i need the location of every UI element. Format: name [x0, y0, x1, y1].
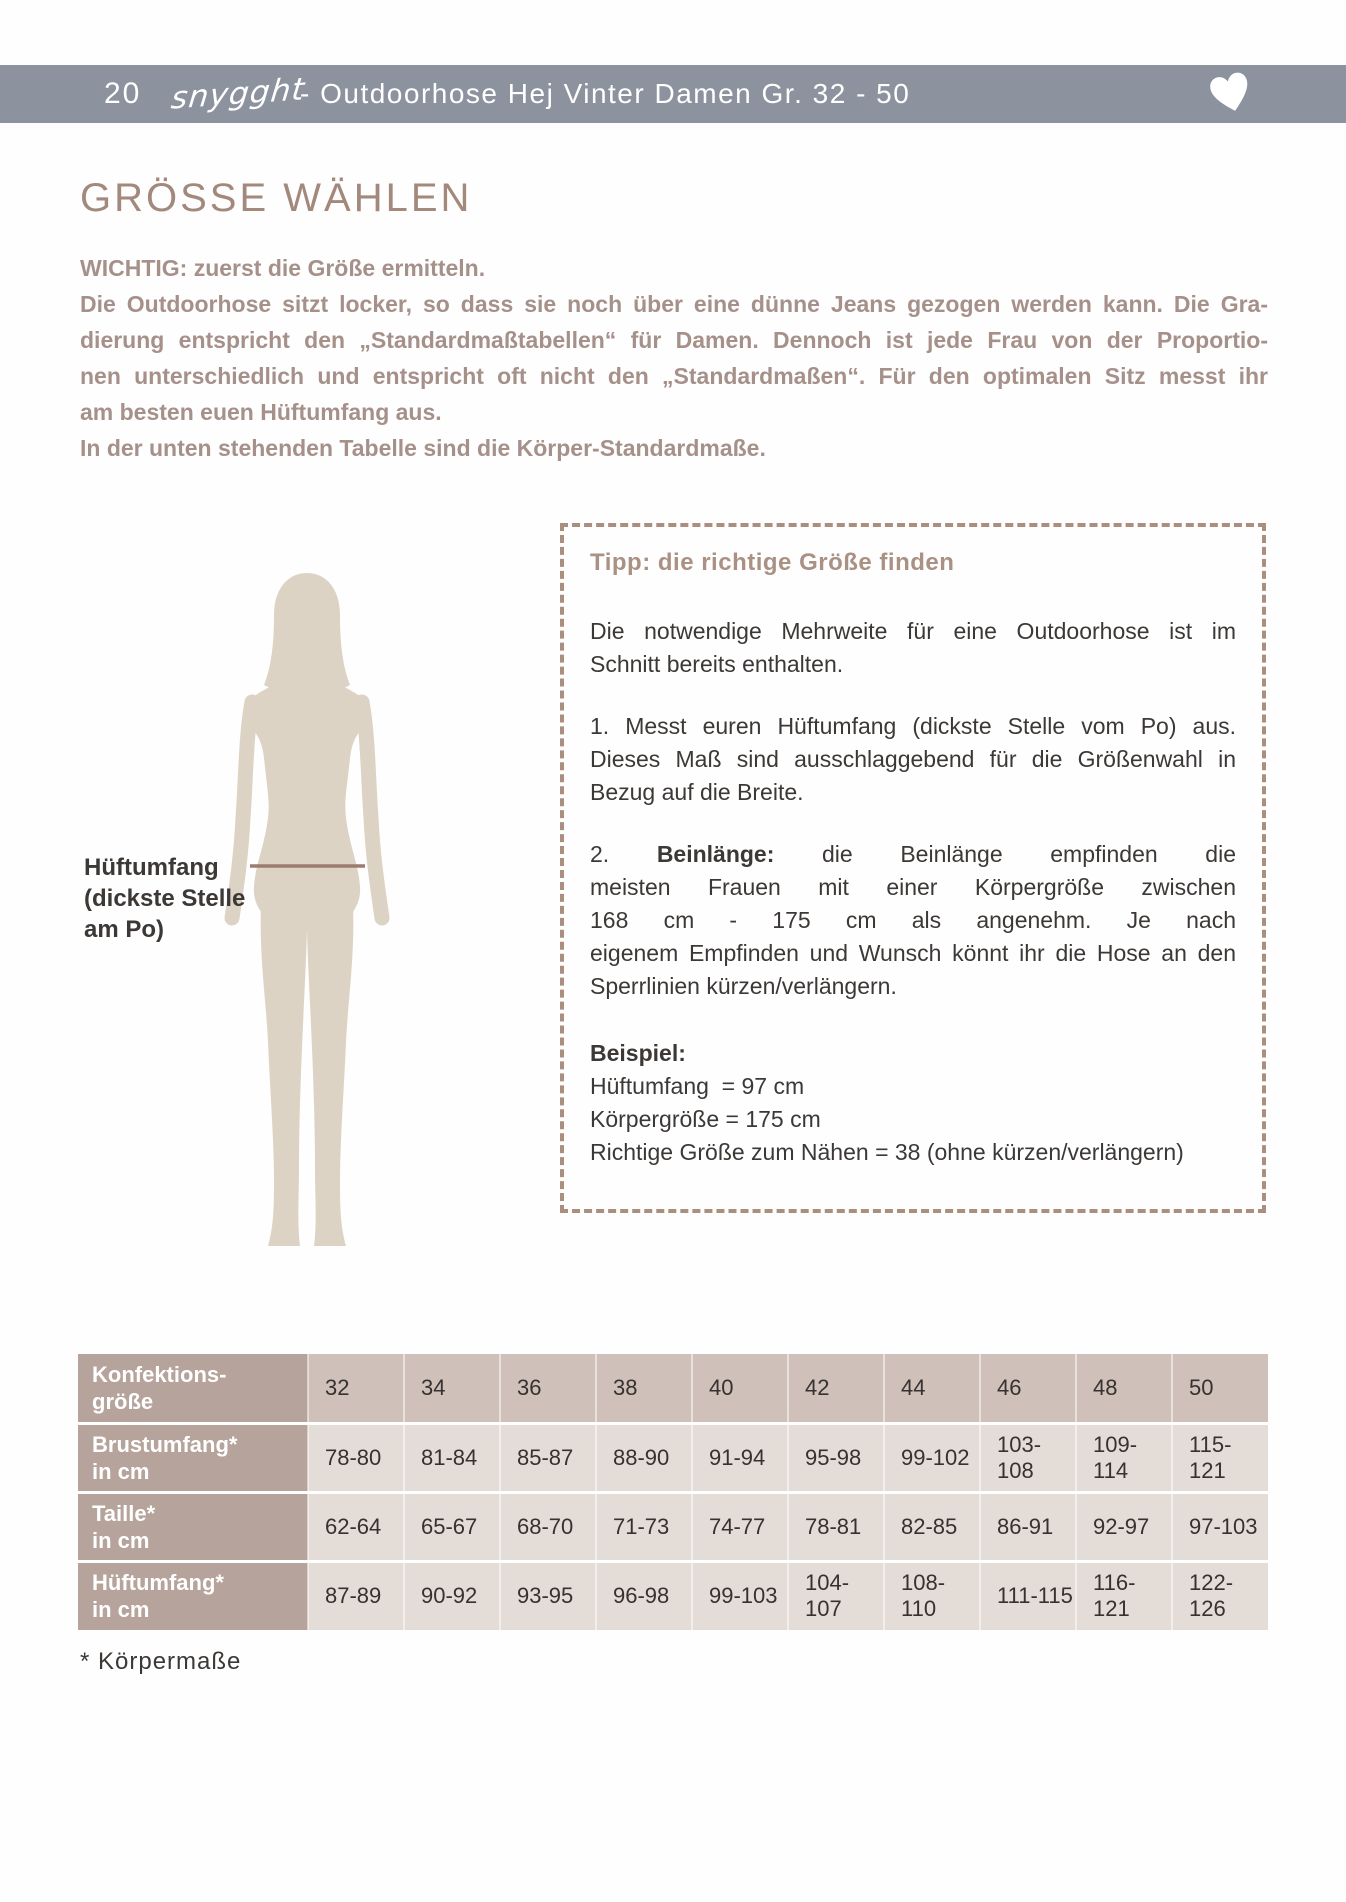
table-cell: 99-103	[692, 1561, 788, 1630]
tip-box	[560, 523, 1266, 1213]
table-cell: 85-87	[500, 1423, 596, 1492]
document-title: - Outdoorhose Hej Vinter Damen Gr. 32 - 50	[300, 78, 911, 109]
table-row-taille	[78, 1492, 1268, 1561]
tip-example: Beispiel: Hüftumfang = 97 cm Körpergröße = 175 cm Richtige Größe zum Nähen = 38 (ohne kürzen/verlängern)	[590, 1037, 1236, 1169]
table-footnote: * Körpermaße	[80, 1648, 242, 1675]
table-cell: 122-126	[1172, 1561, 1268, 1630]
hip-label-line: (dickste Stelle	[84, 885, 246, 912]
hip-label-line: Hüftumfang	[84, 854, 219, 881]
table-cell: 50	[1172, 1354, 1268, 1423]
row-label: Hüftumfang* in cm	[78, 1561, 308, 1630]
table-cell: 74-77	[692, 1492, 788, 1561]
tip-paragraph-3: 2. Beinlänge: die Beinlänge empfinden die meisten Frauen mit einer Körpergröße zwischen 168 cm - 175 cm als angenehm. Je nach eigenem Empfinden und Wunsch könnt ihr die Hose an den Sperrlinien kürzen/verlängern.	[590, 841, 1236, 999]
page-number: 20	[104, 77, 142, 110]
table-cell: 99-102	[884, 1423, 980, 1492]
tip-box-title: Tipp: die richtige Größe finden	[590, 549, 955, 576]
row-label: Konfektions- größe	[78, 1354, 308, 1423]
table-cell: 42	[788, 1354, 884, 1423]
intro-line: dierung entspricht den „Standardmaßtabellen“ für Damen. Dennoch ist jede Frau von der Proportio-	[80, 327, 1268, 353]
intro-paragraph	[80, 250, 1268, 466]
table-row-brustumfang	[78, 1423, 1268, 1492]
table-cell: 46	[980, 1354, 1076, 1423]
table-cell: 71-73	[596, 1492, 692, 1561]
page-title: GRÖSSE WÄHLEN	[80, 176, 473, 220]
table-cell: 109-114	[1076, 1423, 1172, 1492]
intro-line: In der unten stehenden Tabelle sind die Körper-Standardmaße.	[80, 435, 766, 461]
table-cell: 90-92	[404, 1561, 500, 1630]
table-cell: 87-89	[308, 1561, 404, 1630]
table-cell: 104-107	[788, 1561, 884, 1630]
intro-line: nen unterschiedlich und entspricht oft nicht den „Standardmaßen“. Für den optimalen Sitz messt ihr	[80, 363, 1268, 389]
table-cell: 65-67	[404, 1492, 500, 1561]
tip-paragraph-2: 1. Messt euren Hüftumfang (dickste Stelle vom Po) aus. Dieses Maß sind ausschlaggebend für die Größenwahl in Bezug auf die Breite.	[590, 713, 1236, 805]
table-cell: 93-95	[500, 1561, 596, 1630]
table-cell: 116-121	[1076, 1561, 1172, 1630]
brand-logo: snygght	[169, 71, 307, 117]
table-cell: 38	[596, 1354, 692, 1423]
table-cell: 68-70	[500, 1492, 596, 1561]
table-cell: 96-98	[596, 1561, 692, 1630]
example-heading: Beispiel:	[590, 1040, 686, 1066]
intro-line: WICHTIG: zuerst die Größe ermitteln.	[80, 255, 486, 281]
table-cell: 44	[884, 1354, 980, 1423]
table-cell: 62-64	[308, 1492, 404, 1561]
heart-icon	[1208, 71, 1254, 117]
header-bar	[0, 65, 1346, 123]
table-cell: 91-94	[692, 1423, 788, 1492]
table-row-hueftumfang	[78, 1561, 1268, 1630]
tip-paragraph-1: Die notwendige Mehrweite für eine Outdoorhose ist im Schnitt bereits enthalten.	[590, 618, 1236, 677]
table-cell: 92-97	[1076, 1492, 1172, 1561]
row-label: Brustumfang* in cm	[78, 1423, 308, 1492]
intro-line: am besten euen Hüftumfang aus.	[80, 399, 442, 425]
intro-line: Die Outdoorhose sitzt locker, so dass sie noch über eine dünne Jeans gezogen werden kann. Die Gra-	[80, 291, 1268, 317]
table-cell: 32	[308, 1354, 404, 1423]
table-cell: 111-115	[980, 1561, 1076, 1630]
table-cell: 97-103	[1172, 1492, 1268, 1561]
table-cell: 34	[404, 1354, 500, 1423]
table-cell: 48	[1076, 1354, 1172, 1423]
table-cell: 78-81	[788, 1492, 884, 1561]
row-label: Taille* in cm	[78, 1492, 308, 1561]
table-row-konfektionsgroesse	[78, 1354, 1268, 1423]
table-cell: 95-98	[788, 1423, 884, 1492]
table-cell: 82-85	[884, 1492, 980, 1561]
table-cell: 108-110	[884, 1561, 980, 1630]
table-cell: 86-91	[980, 1492, 1076, 1561]
hip-label	[84, 852, 274, 945]
table-cell: 103-108	[980, 1423, 1076, 1492]
table-cell: 115-121	[1172, 1423, 1268, 1492]
table-cell: 40	[692, 1354, 788, 1423]
table-cell: 88-90	[596, 1423, 692, 1492]
table-cell: 81-84	[404, 1423, 500, 1492]
hip-label-line: am Po)	[84, 916, 165, 943]
table-cell: 36	[500, 1354, 596, 1423]
size-table	[78, 1354, 1268, 1630]
table-cell: 78-80	[308, 1423, 404, 1492]
